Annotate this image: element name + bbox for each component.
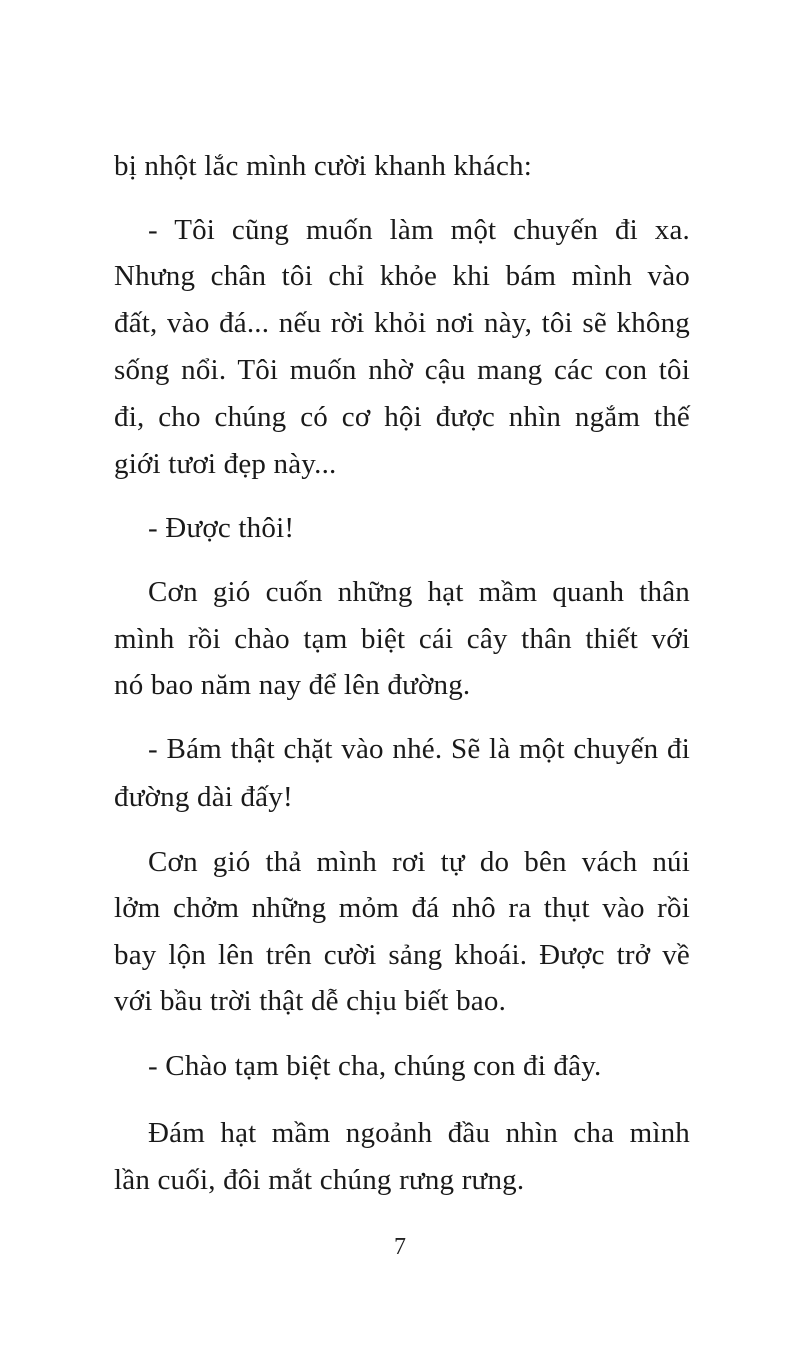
text-line: Cơn gió cuốn những hạt mầm quanh thân xyxy=(148,576,690,608)
text-line: - Được thôi! xyxy=(148,512,295,544)
text-line: nó bao năm nay để lên đường. xyxy=(114,669,471,701)
text-line: đi, cho chúng có cơ hội được nhìn ngắm thế xyxy=(114,401,690,433)
text-line: lần cuối, đôi mắt chúng rưng rưng. xyxy=(114,1164,525,1196)
text-line: - Tôi cũng muốn làm một chuyến đi xa. xyxy=(148,214,690,246)
text-line: mình rồi chào tạm biệt cái cây thân thiết với xyxy=(114,623,690,655)
text-line: đất, vào đá... nếu rời khỏi nơi này, tôi sẽ không xyxy=(114,307,690,339)
text-line: đường dài đấy! xyxy=(114,781,293,813)
text-line: lởm chởm những mỏm đá nhô ra thụt vào rồi xyxy=(114,892,690,924)
text-line: - Chào tạm biệt cha, chúng con đi đây. xyxy=(148,1050,602,1082)
text-line: Nhưng chân tôi chỉ khỏe khi bám mình vào xyxy=(114,260,690,292)
text-line: sống nổi. Tôi muốn nhờ cậu mang các con tôi xyxy=(114,354,690,386)
text-line: giới tươi đẹp này... xyxy=(114,448,337,480)
text-line: - Bám thật chặt vào nhé. Sẽ là một chuyến đi xyxy=(148,733,690,765)
text-line: Cơn gió thả mình rơi tự do bên vách núi xyxy=(148,846,690,878)
text-line: bị nhột lắc mình cười khanh khách: xyxy=(114,150,532,182)
text-line: Đám hạt mầm ngoảnh đầu nhìn cha mình xyxy=(148,1117,690,1149)
text-line: với bầu trời thật dễ chịu biết bao. xyxy=(114,985,507,1017)
page-number: 7 xyxy=(394,1234,406,1260)
text-line: bay lộn lên trên cười sảng khoái. Được trở về xyxy=(114,939,690,971)
